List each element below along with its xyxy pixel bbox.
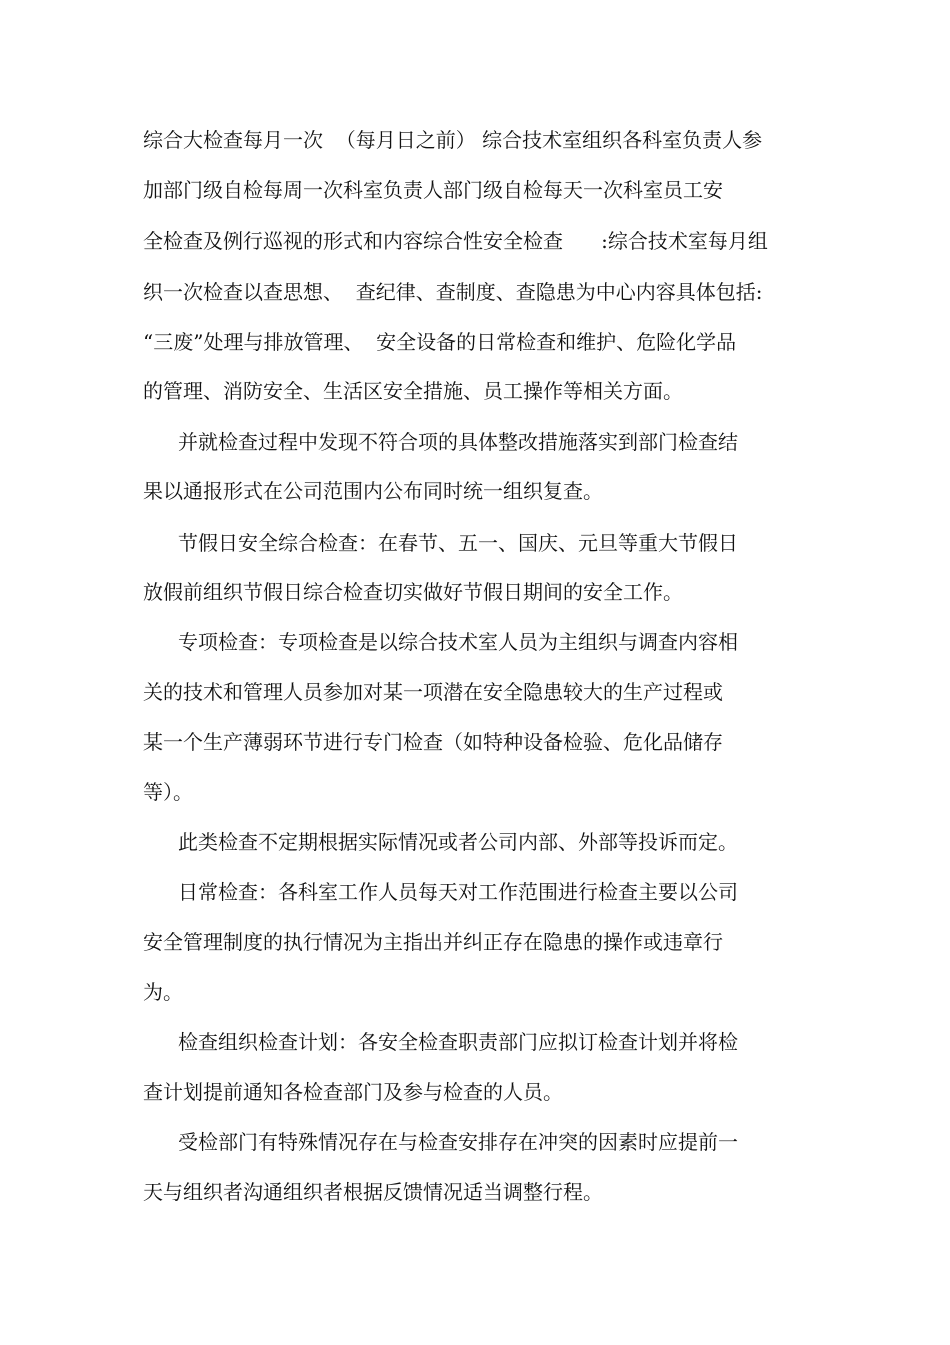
text-line-11: 专项检查：专项检查是以综合技术室人员为主组织与调查内容相 bbox=[178, 630, 738, 654]
text-line-8: 果以通报形式在公司范围内公布同时统一组织复查。 bbox=[143, 479, 603, 503]
text-line-10: 放假前组织节假日综合检查切实做好节假日期间的安全工作。 bbox=[143, 580, 683, 604]
text-line-2: 加部门级自检每周一次科室负责人部门级自检每天一次科室员工安 bbox=[143, 178, 723, 202]
text-line-20: 查计划提前通知各检查部门及参与检查的人员。 bbox=[143, 1080, 563, 1104]
text-line-14: 等）。 bbox=[143, 780, 193, 804]
text-line-19: 检查组织检查计划：各安全检查职责部门应拟订检查计划并将检 bbox=[178, 1030, 738, 1054]
text-line-3: 全检查及例行巡视的形式和内容综合性安全检查 :综合技术室每月组 bbox=[143, 229, 768, 253]
text-line-16: 日常检查：各科室工作人员每天对工作范围进行检查主要以公司 bbox=[178, 880, 738, 904]
text-line-6: 的管理、消防安全、生活区安全措施、员工操作等相关方面。 bbox=[143, 379, 683, 403]
text-line-17: 安全管理制度的执行情况为主指出并纠正存在隐患的操作或违章行 bbox=[143, 930, 723, 954]
text-line-4: 织一次检查以查思想、 查纪律、查制度、查隐患为中心内容具体包括: bbox=[143, 280, 763, 304]
text-line-21: 受检部门有特殊情况存在与检查安排存在冲突的因素时应提前一 bbox=[178, 1130, 738, 1154]
text-line-15: 此类检查不定期根据实际情况或者公司内部、外部等投诉而定。 bbox=[178, 830, 738, 854]
text-line-1: 综合大检查每月一次 （每月日之前） 综合技术室组织各科室负责人参 bbox=[143, 128, 763, 152]
text-line-7: 并就检查过程中发现不符合项的具体整改措施落实到部门检查结 bbox=[178, 430, 738, 454]
text-line-5: “三废”处理与排放管理、 安全设备的日常检查和维护、危险化学品 bbox=[143, 330, 737, 354]
text-line-12: 关的技术和管理人员参加对某一项潜在安全隐患较大的生产过程或 bbox=[143, 680, 723, 704]
text-line-9: 节假日安全综合检查：在春节、五一、国庆、元旦等重大节假日 bbox=[178, 531, 738, 555]
text-line-22: 天与组织者沟通组织者根据反馈情况适当调整行程。 bbox=[143, 1180, 603, 1204]
text-line-13: 某一个生产薄弱环节进行专门检查（如特种设备检验、危化品储存 bbox=[143, 730, 723, 754]
text-line-18: 为。 bbox=[143, 980, 183, 1004]
